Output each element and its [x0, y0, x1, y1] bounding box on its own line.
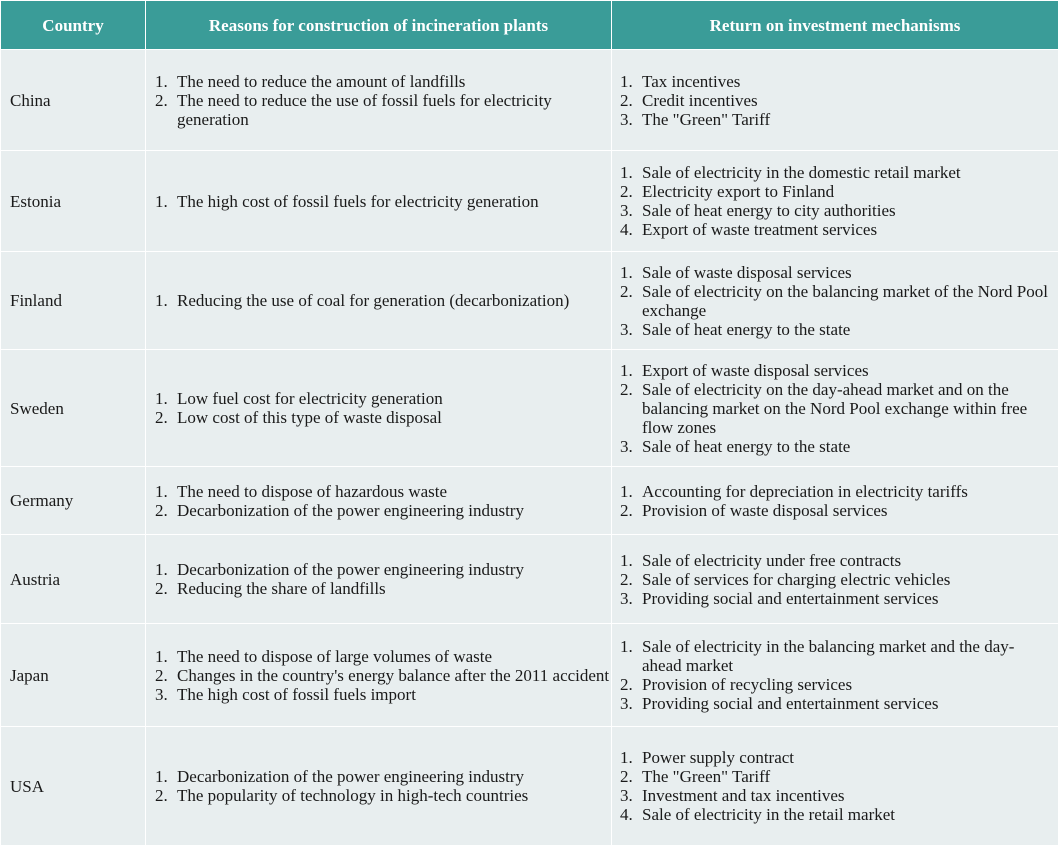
returns-cell [612, 727, 1058, 846]
list-item [642, 570, 1054, 589]
list-number: 3. [620, 110, 633, 129]
returns-cell [612, 535, 1058, 624]
list-item [177, 91, 611, 129]
reasons-list [146, 291, 611, 310]
list-item-text: Sale of heat energy to the state [642, 320, 850, 339]
reasons-cell [146, 624, 612, 727]
list-item [642, 675, 1054, 694]
country-cell: Germany [1, 467, 146, 535]
list-item [642, 437, 1054, 456]
list-item [177, 767, 611, 786]
list-item [177, 579, 611, 598]
table-row [1, 50, 1058, 151]
list-number: 2. [155, 786, 168, 805]
list-item [642, 201, 1054, 220]
list-number: 1. [155, 482, 168, 501]
country-cell: Austria [1, 535, 146, 624]
list-number: 3. [155, 685, 168, 704]
list-number: 2. [155, 579, 168, 598]
list-number: 2. [620, 675, 633, 694]
list-item-text: Low cost of this type of waste disposal [177, 408, 442, 427]
list-item [177, 72, 611, 91]
list-item-text: The high cost of fossil fuels import [177, 685, 416, 704]
list-number: 2. [155, 666, 168, 685]
list-number: 2. [620, 570, 633, 589]
list-number: 1. [620, 163, 633, 182]
list-item-text: Reducing the use of coal for generation (decarbonization) [177, 291, 569, 310]
returns-list [612, 263, 1058, 339]
list-number: 1. [155, 560, 168, 579]
list-item [642, 767, 1054, 786]
table-body [1, 50, 1058, 846]
list-item [642, 501, 1054, 520]
list-number: 2. [620, 501, 633, 520]
country-cell: Sweden [1, 350, 146, 467]
reasons-list [146, 389, 611, 427]
returns-cell [612, 467, 1058, 535]
returns-cell [612, 350, 1058, 467]
list-number: 1. [620, 263, 633, 282]
list-item-text: Low fuel cost for electricity generation [177, 389, 443, 408]
reasons-cell [146, 50, 612, 151]
list-number: 1. [155, 291, 168, 310]
country-cell: China [1, 50, 146, 151]
list-item-text: The need to dispose of hazardous waste [177, 482, 447, 501]
list-item-text: Sale of waste disposal services [642, 263, 852, 282]
list-number: 2. [155, 408, 168, 427]
header-country: Country [1, 1, 146, 50]
list-number: 2. [155, 501, 168, 520]
list-item-text: Power supply contract [642, 748, 794, 767]
list-item [642, 320, 1054, 339]
list-item-text: Sale of electricity in the retail market [642, 805, 895, 824]
list-number: 4. [620, 805, 633, 824]
country-cell: Finland [1, 252, 146, 350]
list-number: 2. [155, 91, 168, 110]
list-item [642, 637, 1054, 675]
list-item-text: Export of waste treatment services [642, 220, 877, 239]
list-item [642, 282, 1054, 320]
list-item-text: Sale of heat energy to the state [642, 437, 850, 456]
country-cell: USA [1, 727, 146, 846]
returns-list [612, 748, 1058, 824]
list-item [642, 110, 1054, 129]
table-row [1, 252, 1058, 350]
list-item-text: Sale of electricity on the balancing market of the Nord Pool exchange [642, 282, 1048, 320]
list-number: 3. [620, 320, 633, 339]
reasons-cell [146, 252, 612, 350]
list-item-text: The "Green" Tariff [642, 767, 770, 786]
list-item-text: Providing social and entertainment services [642, 589, 938, 608]
header-reasons: Reasons for construction of incineration plants [146, 1, 612, 50]
list-number: 1. [620, 482, 633, 501]
list-item-text: Decarbonization of the power engineering industry [177, 560, 524, 579]
list-number: 1. [155, 72, 168, 91]
list-item [642, 72, 1054, 91]
list-item-text: Sale of electricity under free contracts [642, 551, 901, 570]
list-item [642, 551, 1054, 570]
list-number: 1. [620, 361, 633, 380]
returns-list [612, 637, 1058, 713]
table-row [1, 350, 1058, 467]
list-item-text: Export of waste disposal services [642, 361, 869, 380]
list-item-text: Electricity export to Finland [642, 182, 834, 201]
list-number: 1. [155, 647, 168, 666]
list-item-text: Sale of electricity in the balancing market and the day-ahead market [642, 637, 1014, 675]
list-item-text: Credit incentives [642, 91, 758, 110]
reasons-cell [146, 727, 612, 846]
list-item [177, 389, 611, 408]
list-item [642, 361, 1054, 380]
list-number: 1. [620, 637, 633, 656]
list-item-text: Decarbonization of the power engineering industry [177, 501, 524, 520]
list-number: 2. [620, 380, 633, 399]
returns-list [612, 361, 1058, 456]
list-item-text: Reducing the share of landfills [177, 579, 386, 598]
returns-cell [612, 252, 1058, 350]
list-item [177, 408, 611, 427]
list-item [642, 694, 1054, 713]
list-item [642, 805, 1054, 824]
reasons-list [146, 482, 611, 520]
list-item [177, 482, 611, 501]
list-number: 1. [620, 72, 633, 91]
list-item [642, 748, 1054, 767]
list-number: 3. [620, 437, 633, 456]
country-cell: Japan [1, 624, 146, 727]
table-row [1, 151, 1058, 252]
list-item-text: Decarbonization of the power engineering industry [177, 767, 524, 786]
list-number: 4. [620, 220, 633, 239]
list-item [642, 482, 1054, 501]
list-number: 2. [620, 91, 633, 110]
header-row [1, 1, 1058, 50]
list-item [642, 220, 1054, 239]
list-item-text: The need to reduce the use of fossil fuels for electricity generation [177, 91, 552, 129]
list-item-text: The high cost of fossil fuels for electricity generation [177, 192, 539, 211]
list-item [642, 786, 1054, 805]
list-number: 3. [620, 589, 633, 608]
returns-list [612, 551, 1058, 608]
list-item [642, 589, 1054, 608]
reasons-list [146, 767, 611, 805]
list-item [177, 192, 611, 211]
returns-list [612, 163, 1058, 239]
list-number: 3. [620, 786, 633, 805]
reasons-cell [146, 467, 612, 535]
reasons-cell [146, 350, 612, 467]
reasons-cell [146, 535, 612, 624]
country-cell: Estonia [1, 151, 146, 252]
list-item [642, 182, 1054, 201]
list-item-text: The "Green" Tariff [642, 110, 770, 129]
list-item-text: The need to reduce the amount of landfills [177, 72, 465, 91]
table-row [1, 535, 1058, 624]
returns-list [612, 72, 1058, 129]
reasons-list [146, 72, 611, 129]
reasons-list [146, 192, 611, 211]
list-item-text: The need to dispose of large volumes of waste [177, 647, 492, 666]
list-item-text: Sale of services for charging electric vehicles [642, 570, 950, 589]
list-item-text: Sale of electricity in the domestic retail market [642, 163, 961, 182]
list-item-text: Tax incentives [642, 72, 740, 91]
list-item [177, 647, 611, 666]
list-number: 2. [620, 767, 633, 786]
list-number: 1. [620, 551, 633, 570]
list-item [642, 91, 1054, 110]
list-number: 2. [620, 282, 633, 301]
list-item-text: Investment and tax incentives [642, 786, 845, 805]
list-item-text: Sale of heat energy to city authorities [642, 201, 896, 220]
reasons-list [146, 560, 611, 598]
table-row [1, 467, 1058, 535]
list-item-text: Accounting for depreciation in electricity tariffs [642, 482, 968, 501]
list-number: 1. [155, 192, 168, 211]
returns-cell [612, 50, 1058, 151]
header-returns: Return on investment mechanisms [612, 1, 1058, 50]
list-item-text: Sale of electricity on the day-ahead market and on the balancing market on the Nord Pool exchange within free flow zones [642, 380, 1027, 437]
list-item [177, 786, 611, 805]
returns-cell [612, 624, 1058, 727]
list-item-text: Changes in the country's energy balance after the 2011 accident [177, 666, 609, 685]
returns-cell [612, 151, 1058, 252]
list-item-text: Providing social and entertainment services [642, 694, 938, 713]
list-item-text: Provision of waste disposal services [642, 501, 888, 520]
list-item [177, 560, 611, 579]
table-row [1, 624, 1058, 727]
list-item [642, 380, 1054, 437]
reasons-list [146, 647, 611, 704]
list-number: 1. [155, 389, 168, 408]
list-number: 1. [155, 767, 168, 786]
list-item [177, 666, 611, 685]
list-item [642, 263, 1054, 282]
table-row [1, 727, 1058, 846]
returns-list [612, 482, 1058, 520]
list-item [177, 685, 611, 704]
list-item [177, 291, 611, 310]
list-item [177, 501, 611, 520]
list-number: 3. [620, 694, 633, 713]
list-item [642, 163, 1054, 182]
list-number: 3. [620, 201, 633, 220]
list-item-text: Provision of recycling services [642, 675, 852, 694]
list-item-text: The popularity of technology in high-tech countries [177, 786, 528, 805]
list-number: 1. [620, 748, 633, 767]
reasons-cell [146, 151, 612, 252]
list-number: 2. [620, 182, 633, 201]
